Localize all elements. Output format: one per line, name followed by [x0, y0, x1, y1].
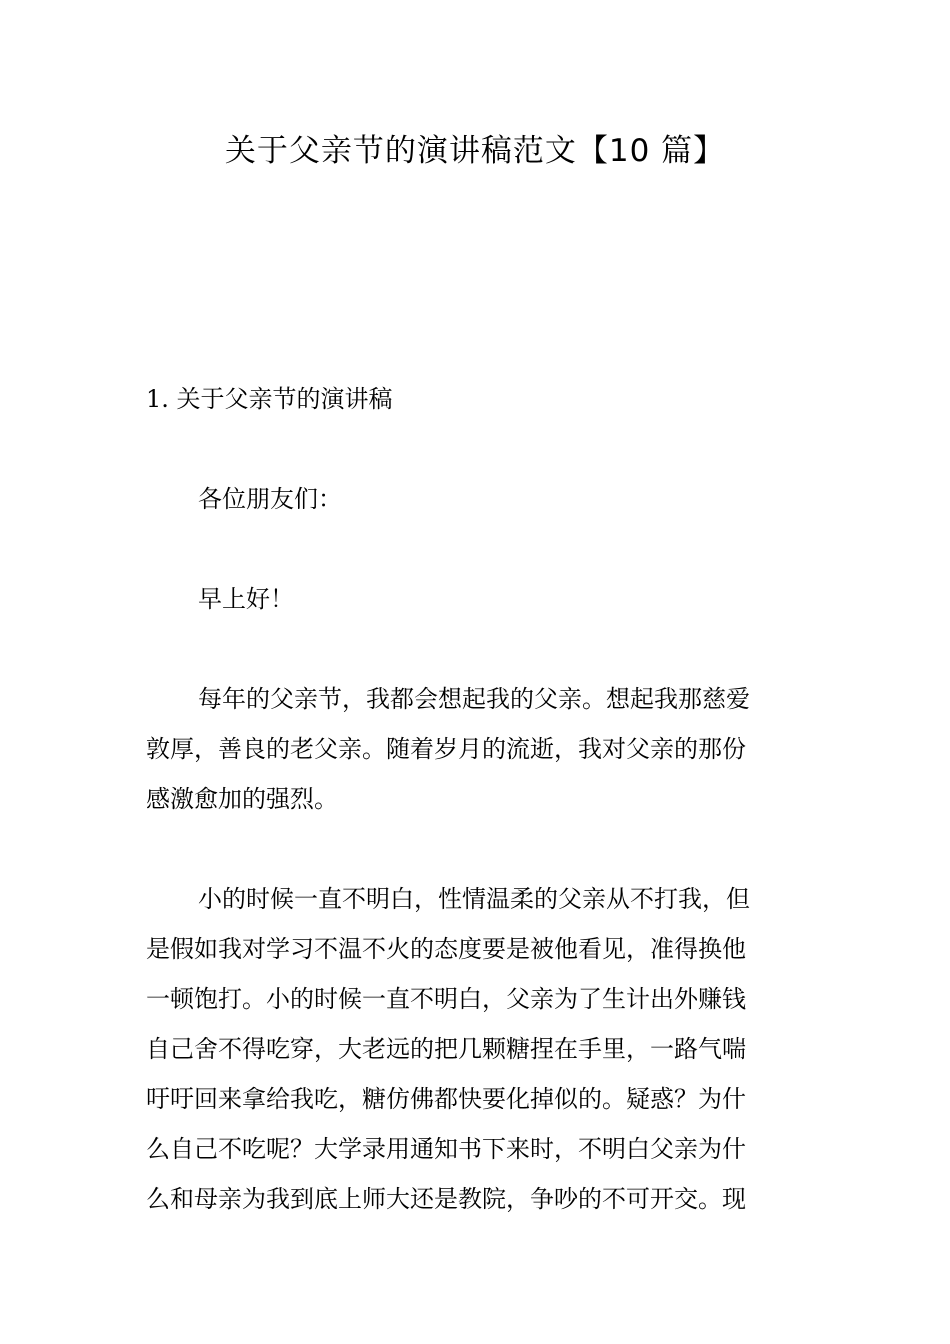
document-title: 关于父亲节的演讲稿范文【10 篇】 [224, 133, 726, 169]
greeting-line: 各位朋友们： [198, 485, 342, 513]
section-heading: 1. 关于父亲节的演讲稿 [146, 385, 393, 413]
paragraph-1-line: 感激愈加的强烈。 [146, 785, 338, 813]
paragraph-2-line: 是假如我对学习不温不火的态度要是被他看见，准得换他 [146, 935, 746, 963]
paragraph-2-line: 自己舍不得吃穿，大老远的把几颗糖捏在手里，一路气喘 [146, 1035, 746, 1063]
paragraph-1 [146, 674, 810, 824]
paragraph-1-line: 敦厚，善良的老父亲。随着岁月的流逝，我对父亲的那份 [146, 735, 746, 763]
morning-line: 早上好！ [198, 585, 294, 613]
paragraph-2-line: 一顿饱打。小的时候一直不明白，父亲为了生计出外赚钱 [146, 985, 746, 1013]
paragraph-1-line: 每年的父亲节，我都会想起我的父亲。想起我那慈爱 [198, 685, 750, 713]
paragraph-2-line: 小的时候一直不明白，性情温柔的父亲从不打我，但 [198, 885, 750, 913]
paragraph-2-line: 么和母亲为我到底上师大还是教院，争吵的不可开交。现 [146, 1185, 746, 1213]
paragraph-2-line: 吁吁回来拿给我吃，糖仿佛都快要化掉似的。疑惑？为什 [146, 1085, 746, 1113]
paragraph-2-line: 么自己不吃呢？大学录用通知书下来时，不明白父亲为什 [146, 1135, 746, 1163]
paragraph-2 [146, 874, 810, 1224]
